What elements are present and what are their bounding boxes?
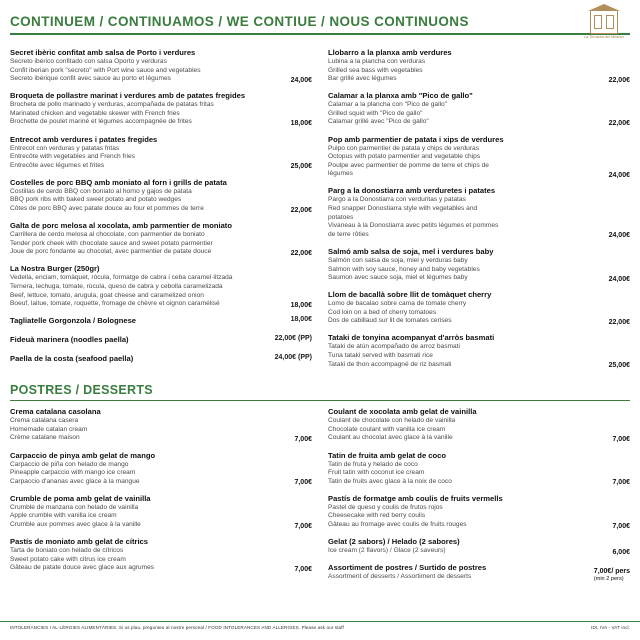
menu-item [328, 451, 630, 487]
menu-item-price: 7,00€ [612, 522, 630, 530]
menu-item-price: 7,00€ [294, 479, 312, 487]
menu-item-price-note: (min 2 pers) [593, 575, 624, 582]
menu-item [328, 290, 630, 326]
menu-item [10, 316, 312, 326]
menu-item [10, 537, 312, 573]
restaurant-logo [580, 4, 628, 44]
menu-item-translation: Carpaccio d'ananas avec glace à la mangue [10, 477, 140, 485]
menu-item [328, 247, 630, 283]
menu-item-price: 24,00€ [290, 76, 312, 84]
menu-item-translation: Ice cream (2 flavors) / Glace (2 saveurs) [328, 547, 446, 555]
menu-item-price: 7,00€ [612, 436, 630, 444]
menu-item-price-value: 7,00€/ pers [593, 567, 630, 575]
menu-item [328, 186, 630, 239]
menu-item-name: Paella de la costa (seafood paella) [10, 354, 134, 364]
menu-item-price: 7,00€ [612, 479, 630, 487]
menu-item-price: 22,00€ (PP) [274, 335, 312, 343]
menu-item-price: 7,00€ [294, 522, 312, 530]
menu-item [10, 48, 312, 84]
menu-item-translation: Carrillera de cerdo melosa al chocolate, con parmentier de boniato [10, 231, 205, 239]
menu-item-name: Calamar a la planxa amb "Pico de gallo" [328, 91, 473, 101]
page-title: CONTINUEM / CONTINUAMOS / WE CONTIUE / NOUS CONTINUONS [10, 14, 469, 29]
menu-item-translation: Tataki de atún acompañado de arroz basmati [328, 343, 460, 351]
menu-item [10, 335, 312, 345]
menu-item-price: 18,00€ [290, 120, 312, 128]
menu-item-price: 6,00€ [612, 548, 630, 556]
menu-item-translation: Pulpo con parmentier de patata y chips de verduras [328, 144, 480, 152]
menu-item-name: Assortiment de postres / Surtido de postres [328, 563, 487, 573]
header-divider [10, 33, 630, 35]
menu-item-translation: Coulant au chocolat avec glace à la vanille [328, 434, 453, 442]
menu-item-translation: Tataki de thon accompagné de riz basmati [328, 360, 452, 368]
section-title: POSTRES / DESSERTS [10, 382, 153, 397]
menu-item-translation: Secreto ibérico confitado con salsa Oporto y verduras [10, 58, 167, 65]
menu-item-translation: Crema catalana casera [10, 417, 79, 425]
menu-item-translation: Saumon avec sauce soja, miel et légumes baby [328, 274, 468, 282]
menu-item-translation: Bar grillé avec légumes [328, 75, 397, 83]
menu-item-price: 25,00€ [290, 163, 312, 171]
menu-item-price: 24,00€ [608, 171, 630, 179]
menu-item-name: Pop amb parmentier de patata i xips de verdures [328, 134, 504, 144]
menu-item [328, 135, 630, 179]
menu-item-translation: Salmon with soy sauce, honey and baby vegetables [328, 265, 480, 273]
menu-item-translation: Carpaccio de piña con helado de mango [10, 460, 129, 468]
desserts-columns [10, 407, 630, 589]
menu-item-name: Salmó amb salsa de soja, mel i verdures baby [328, 246, 494, 256]
mains-left-column [10, 48, 312, 377]
menu-item-translation: Brocheta de pollo marinado y verduras, acompañada de patatas fritas [10, 101, 214, 109]
menu-item [10, 407, 312, 443]
mains-columns [10, 48, 630, 377]
menu-item-name: Tataki de tonyina acompanyat d'arròs basmati [328, 333, 495, 343]
menu-item-translation: Pargo a la Donostiarra con verduritas y patatas [328, 196, 466, 204]
menu-item [328, 494, 630, 530]
menu-item-translation: Confit iberian pork "secreto" with Port wine sauce and vegetables [10, 66, 201, 74]
menu-item [328, 333, 630, 369]
menu-item-translation: Fruit tatin with coconut ice cream [328, 469, 425, 477]
menu-item-price: 7,00€ [294, 565, 312, 573]
menu-item-translation: Joue de porc fondante au chocolat, avec parmentier de patate douce [10, 248, 212, 256]
allergen-notice: INTOLERÀNCIES I AL·LÈRGIES ALIMENTÀRIES. Si us plau, pregunteu al nostre personal / FOOD INTOLERANCES AND ALLERGIES. Please ask our staff [10, 625, 344, 630]
menu-item-name: Galta de porc melosa al xocolata, amb parmentier de moniato [10, 221, 232, 231]
menu-item-name: La Nostra Burger (250gr) [10, 264, 100, 274]
menu-item-translation: Vedella, enciam, tomàquet, ròcula, formatge de cabra i ceba caramel·litzada [10, 274, 233, 282]
menu-item-translation: Crème catalane maison [10, 434, 80, 442]
menu-item [10, 178, 312, 214]
menu-item-price: 7,00€ [294, 436, 312, 444]
menu-item-price: 22,00€ [608, 120, 630, 128]
menu-item-name: Llobarro a la planxa amb verdures [328, 48, 452, 57]
menu-item [10, 494, 312, 530]
menu-item-name: Pastís de formatge amb coulis de fruits vermells [328, 493, 503, 503]
menu-item-translation: Dos de cabillaud sur lit de tomates cerises [328, 317, 452, 325]
menu-item-translation: Octopus with potato parmentier and vegetable chips [328, 153, 481, 161]
menu-item-translation: Entrecot con verduras y patatas fritas [10, 144, 120, 152]
menu-item-name: Crumble de poma amb gelat de vainilla [10, 493, 151, 503]
menu-item-translation: Lomo de bacalao sobre cama de tomate cherry [328, 300, 467, 308]
menu-item [328, 91, 630, 127]
menu-item-name: Fideuà marinera (noodles paella) [10, 335, 129, 345]
menu-item-translation: Beef, lettuce, tomato, arugula, goat cheese and caramelized onion [10, 291, 204, 299]
menu-item-translation: Crumble de manzana con helado de vainilla [10, 503, 139, 511]
menu-item [10, 264, 312, 308]
mains-right-column [328, 48, 630, 377]
menu-item-translation: Entrecôte with vegetables and French fries [10, 153, 135, 161]
menu-item [10, 221, 312, 257]
menu-item [328, 537, 630, 556]
menu-item-name: Crema catalana casolana [10, 407, 101, 417]
menu-item-name: Secret ibèric confitat amb salsa de Porto i verdures [10, 48, 196, 57]
menu-item-translation: BBQ pork ribs with baked sweet potato and potato wedges [10, 196, 182, 204]
menu-item-name: Broqueta de pollastre marinat i verdures amb de patates fregides [10, 91, 246, 101]
menu-item-price: 24,00€ (PP) [274, 354, 312, 362]
menu-item [328, 48, 630, 84]
menu-item-price: 18,00€ [290, 301, 312, 309]
desserts-right-column [328, 407, 630, 589]
menu-item-name: Carpaccio de pinya amb gelat de mango [10, 450, 156, 460]
menu-item-translation: de terre rôties [328, 230, 369, 238]
menu-item-translation: Grilled squid with "Pico de gallo" [328, 109, 423, 117]
menu-item-translation: Sweet potato cake with citrus ice cream [10, 555, 126, 563]
menu-item-price [594, 568, 630, 582]
menu-item-translation: Calamar a la plancha con "Pico de gallo" [328, 101, 448, 109]
menu-item-translation: Secreto ibérique confit avec sauce au porto et légumes [10, 75, 171, 83]
menu-item-translation: Red snapper Donostiarra style with vegetables and [328, 205, 478, 213]
menu-item-translation: Vivaneau à la Donostiarra avec petits légumes et pommes [328, 222, 499, 230]
menu-item-translation: Tuna tataki served with basmati rice [328, 352, 433, 360]
menu-item-translation: Tatin de fruits avec glace à la noix de coco [328, 477, 452, 485]
menu-item-translation: Crumble aux pommes avec glace à la vanille [10, 521, 141, 528]
menu-item-name: Tagliatelle Gorgonzola / Bolognese [10, 316, 137, 326]
menu-item [10, 91, 312, 127]
menu-item-price: 22,00€ [608, 318, 630, 326]
menu-item-translation: Lubina a la plancha con verduras [328, 58, 426, 65]
menu-item-translation: Costillas de cerdo BBQ con boniato al horno y gajos de patata [10, 187, 192, 195]
menu-item-name: Tatin de fruita amb gelat de coco [328, 450, 447, 460]
menu-item-name: Pastís de moniato amb gelat de cítrics [10, 537, 148, 547]
menu-item-translation: Cod loin on a bed of cherry tomatoes [328, 308, 437, 316]
menu-item-translation: potatoes [328, 213, 354, 221]
menu-item-translation: Poulpe avec parmentier de pomme de terre et chips de [328, 161, 489, 169]
menu-item [10, 354, 312, 364]
menu-item-translation: Gâteau au fromage avec coulis de fruits rouges [328, 521, 467, 528]
menu-item-translation: Coulant de chocolate con helado de vainilla [328, 417, 456, 425]
menu-item-name: Costelles de porc BBQ amb moniato al forn i grills de patata [10, 177, 227, 187]
menu-item-translation: Homemade catalan cream [10, 425, 88, 433]
desserts-section [10, 383, 630, 590]
logo-caption: La Terrassa del Mirador [584, 35, 624, 39]
menu-item-name: Gelat (2 sabors) / Helado (2 sabores) [328, 537, 460, 547]
menu-item-name: Coulant de xocolata amb gelat de vainilla [328, 407, 477, 417]
menu-item-translation: Gâteau de patate douce avec glace aux agrumes [10, 564, 155, 572]
logo-building-icon [590, 10, 618, 34]
menu-item-translation: Marinated chicken and vegetable skewer with French fries [10, 109, 180, 117]
menu-item-price: 22,00€ [290, 249, 312, 257]
menu-item-translation: Tarta de boniato con helado de cítricos [10, 547, 124, 555]
menu-item-translation: Chocolate coulant with vanilla ice cream [328, 425, 446, 433]
menu-item-translation: Pastel de queso y coulis de frutos rojos [328, 503, 443, 511]
menu-item-translation: Entrecôte avec légumes et frites [10, 161, 105, 169]
menu-item-name: Parg a la donostiarra amb verduretes i patates [328, 186, 496, 196]
desserts-left-column [10, 407, 312, 589]
menu-item [10, 135, 312, 171]
menu-item-name: Entrecot amb verdures i patates fregides [10, 134, 158, 144]
menu-item-price: 22,00€ [608, 76, 630, 84]
menu-item-translation: Calamar grillé avec "Pico de gallo" [328, 118, 429, 126]
menu-item-price: 25,00€ [608, 362, 630, 370]
menu-item-translation: Assortment of desserts / Assortiment de desserts [328, 573, 472, 581]
menu-item-price: 24,00€ [608, 232, 630, 240]
page-footer [0, 621, 640, 640]
menu-item-translation: légumes [328, 170, 353, 178]
menu-item [328, 563, 630, 582]
menu-item [10, 451, 312, 487]
page-header [10, 8, 630, 42]
menu-item-translation: Tatin de fruta y helado de coco [328, 460, 418, 468]
menu-item-translation: Apple crumble with vanilla ice cream [10, 512, 117, 520]
menu-item-translation: Ternera, lechuga, tomate, rúcula, queso de cabra y cebolla caramelizada [10, 283, 223, 290]
menu-item-translation: Grilled sea bass with vegetables [328, 66, 423, 74]
menu-item-name: Llom de bacallà sobre llit de tomàquet cherry [328, 290, 492, 300]
menu-item-price: 24,00€ [608, 275, 630, 283]
section-divider [10, 400, 630, 402]
menu-item-translation: Pineapple carpaccio with mango ice cream [10, 469, 136, 477]
menu-item-translation: Cheesecake with red berry coulis [328, 512, 426, 520]
menu-item-translation: Tender pork cheek with chocolate sauce and sweet potato parmentier [10, 239, 213, 247]
menu-item-translation: Salmón con salsa de soja, miel y verduras baby [328, 256, 468, 264]
menu-item-price: 18,00€ [290, 316, 312, 324]
menu-item-translation: Boeuf, laitue, tomate, roquette, fromage de chèvre et oignon caramélisé [10, 300, 220, 308]
menu-item-price: 22,00€ [290, 206, 312, 214]
tax-notice: IDI, IVA - VAT incl. [591, 625, 630, 630]
menu-item-translation: Côtes de porc BBQ avec patate douce au four et pommes de terre [10, 205, 204, 213]
menu-item-translation: Brochette de poulet mariné et légumes accompagnée de frites [10, 118, 192, 126]
menu-item [328, 407, 630, 443]
